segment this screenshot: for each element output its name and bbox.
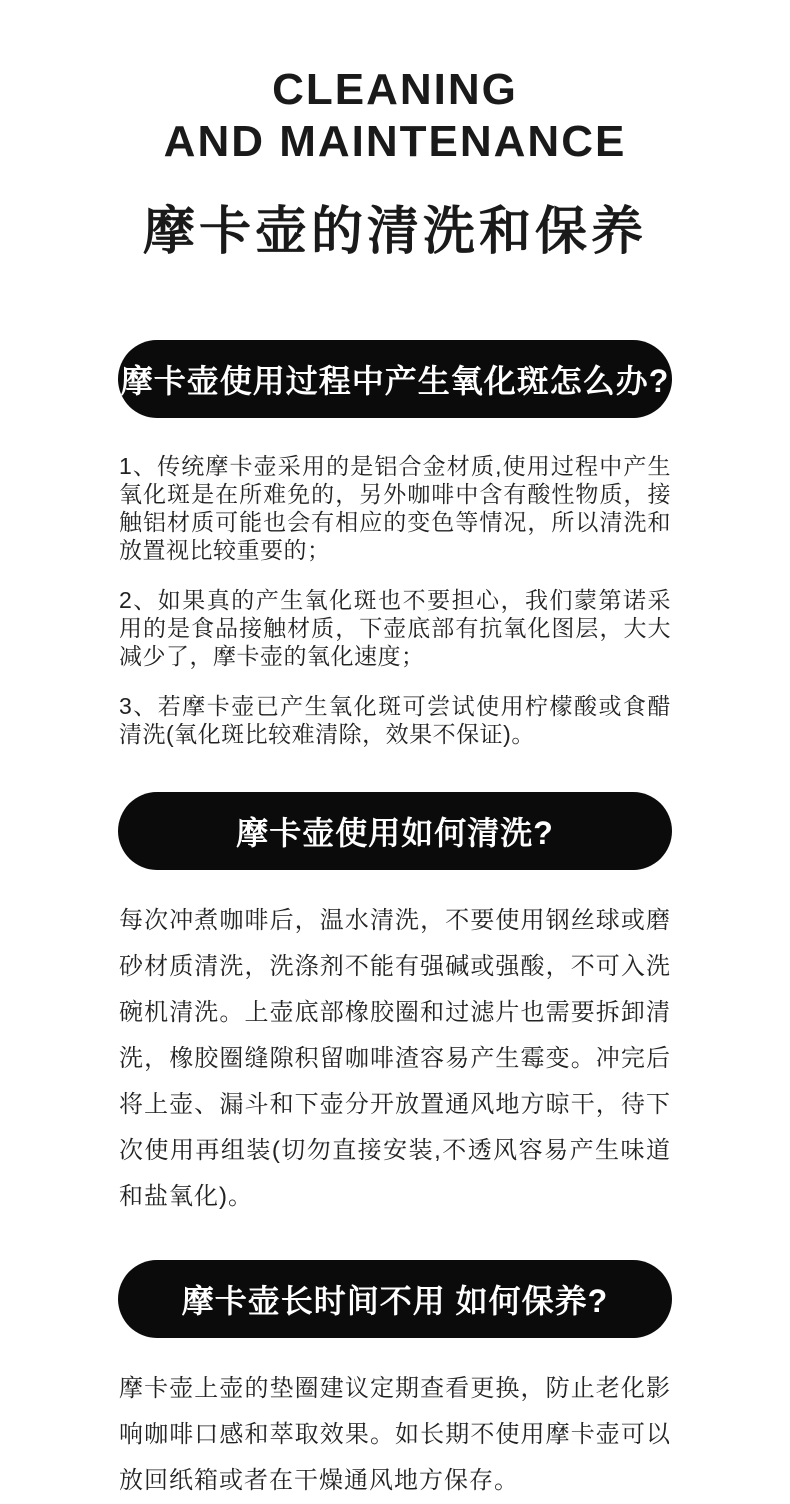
title-en-line2: AND MAINTENANCE bbox=[163, 117, 627, 166]
section-heading-oxidation bbox=[118, 340, 672, 418]
section-heading-oxidation-label: 摩卡壶使用过程中产生氧化斑怎么办? bbox=[120, 363, 670, 399]
section-body-maintenance bbox=[119, 1366, 671, 1504]
paragraph-oxidation-1: 1、传统摩卡壶采用的是铝合金材质,使用过程中产生氧化斑是在所难免的，另外咖啡中含有酸性物质，接触铝材质可能也会有相应的变色等情况，所以清洗和放置视比较重要的； bbox=[119, 453, 671, 563]
paragraph-maintenance-1: 摩卡壶上壶的垫圈建议定期查看更换，防止老化影响咖啡口感和萃取效果。如长期不使用摩卡壶可以放回纸箱或者在干燥通风地方保存。 bbox=[119, 1375, 671, 1494]
paragraph-oxidation-3: 3、若摩卡壶已产生氧化斑可尝试使用柠檬酸或食醋清洗(氧化斑比较难清除，效果不保证)。 bbox=[119, 693, 671, 747]
section-body-oxidation bbox=[119, 452, 671, 748]
page-title-chinese: 摩卡壶的清洗和保养 bbox=[142, 203, 647, 261]
section-heading-maintenance-label: 摩卡壶长时间不用 如何保养? bbox=[181, 1283, 609, 1319]
section-heading-cleaning bbox=[118, 792, 672, 870]
title-en-line1: CLEANING bbox=[272, 65, 518, 114]
paragraph-cleaning-1: 每次冲煮咖啡后，温水清洗，不要使用钢丝球或磨砂材质清洗，洗涤剂不能有强碱或强酸，不可入洗碗机清洗。上壶底部橡胶圈和过滤片也需要拆卸清洗，橡胶圈缝隙积留咖啡渣容易产生霉变。冲完后将上壶、漏斗和下壶分开放置通风地方晾干，待下次使用再组装(切勿直接安装,不透风容易产生味道和盐氧化)。 bbox=[119, 907, 671, 1210]
section-heading-cleaning-label: 摩卡壶使用如何清洗? bbox=[236, 815, 554, 851]
page-title-english bbox=[0, 0, 790, 168]
paragraph-oxidation-2: 2、如果真的产生氧化斑也不要担心，我们蒙第诺采用的是食品接触材质，下壶底部有抗氧化图层，大大减少了，摩卡壶的氧化速度； bbox=[119, 587, 671, 669]
section-body-cleaning bbox=[119, 898, 671, 1220]
section-heading-maintenance bbox=[118, 1260, 672, 1338]
